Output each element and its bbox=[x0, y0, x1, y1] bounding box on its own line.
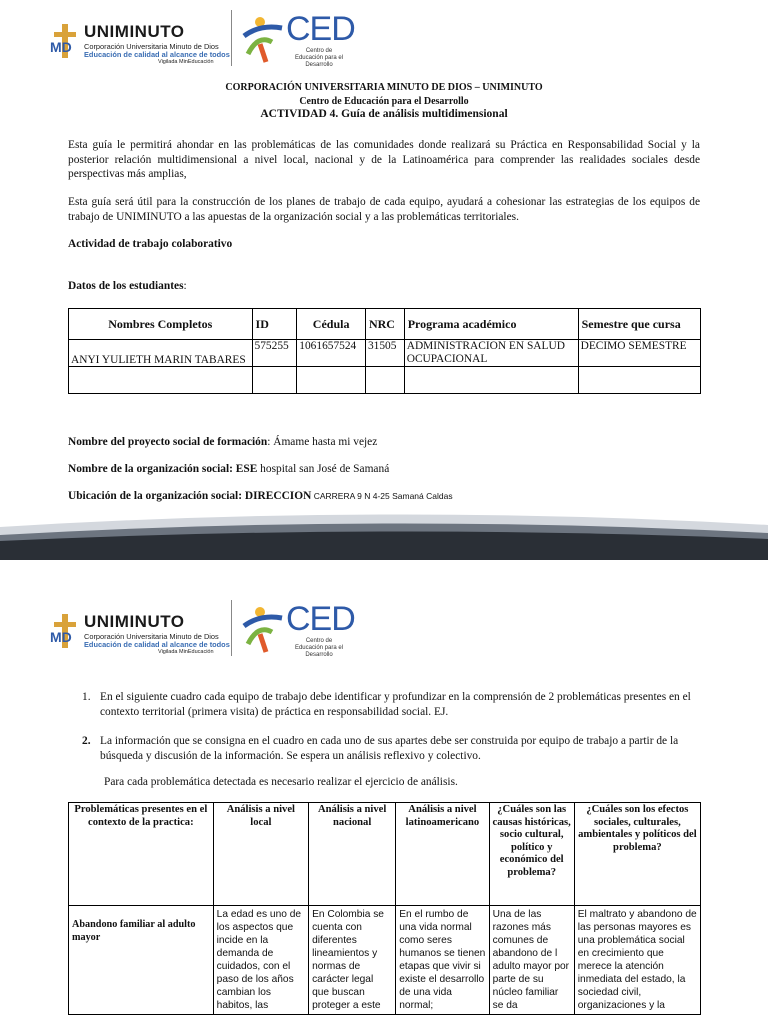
md-monogram-icon bbox=[50, 22, 80, 62]
cell-empty bbox=[578, 367, 700, 394]
table-row bbox=[69, 340, 701, 367]
uniminuto-logo bbox=[50, 20, 230, 64]
project-name-line bbox=[68, 436, 377, 448]
cell-empty bbox=[297, 367, 366, 394]
cell-nombre: ANYI YULIETH MARIN TABARES bbox=[69, 340, 253, 367]
logo-divider bbox=[231, 600, 232, 656]
ced-subtitle: Centro de Educación para el Desarrollo bbox=[294, 48, 344, 68]
header-causas: ¿Cuáles son las causas históricas, socio cultural, político y económico del problema? bbox=[489, 803, 574, 906]
cell-semestre: DECIMO SEMESTRE bbox=[578, 340, 700, 367]
footer-wave-decoration bbox=[0, 505, 768, 560]
cell-empty bbox=[252, 367, 297, 394]
location-line bbox=[68, 490, 453, 502]
uniminuto-slogan: Educación de calidad al alcance de todos bbox=[84, 640, 230, 649]
header-programa: Programa académico bbox=[404, 309, 578, 340]
students-table-header bbox=[69, 309, 701, 340]
ced-subtitle: Centro de Educación para el Desarrollo bbox=[294, 638, 344, 658]
header-nacional: Análisis a nivel nacional bbox=[309, 803, 396, 906]
document-title-3: ACTIVIDAD 4. Guía de análisis multidimensional bbox=[260, 108, 508, 120]
cell-problematica: Abandono familiar al adulto mayor bbox=[69, 906, 214, 1015]
cell-id: 575255 bbox=[252, 340, 297, 367]
cell-local: La edad es uno de los aspectos que incide en la demanda de cuidados, con el paso de los años cambian los habitos, las bbox=[213, 906, 308, 1015]
intro-paragraph-2: Esta guía será útil para la construcción de los planes de trabajo de cada equipo, ayudará a cohesionar las estrategias de los equipos de trabajo de UNIMINUTO a las apuestas de la organización social y a las problemáticas territoriales. bbox=[68, 196, 700, 223]
document-title-2: Centro de Educación para el Desarrollo bbox=[299, 96, 469, 107]
document-page-2 bbox=[0, 588, 768, 1024]
header-nrc: NRC bbox=[365, 309, 404, 340]
analysis-table bbox=[68, 802, 701, 1015]
table-row bbox=[69, 906, 701, 1015]
uniminuto-fullname: Corporación Universitaria Minuto de Dios bbox=[84, 632, 219, 641]
list-text: La información que se consigna en el cuadro en cada uno de sus apartes debe ser construida por equipo de trabajo a partir de la búsqueda y discusión de la información. Se espera un análisis reflexivo y colectivo. bbox=[100, 735, 679, 762]
document-title-1: CORPORACIÓN UNIVERSITARIA MINUTO DE DIOS – UNIMINUTO bbox=[225, 82, 543, 93]
svg-text:MD: MD bbox=[50, 39, 72, 55]
cell-nacional: En Colombia se cuenta con diferentes lineamientos y normas de carácter legal que buscan proteger a este bbox=[309, 906, 396, 1015]
ced-wordmark: CED bbox=[286, 600, 355, 638]
list-text: En el siguiente cuadro cada equipo de trabajo debe identificar y profundizar en la comprensión de 2 problemáticas presentes en el contexto territorial (primera visita) de práctica en responsabilidad social. EJ. bbox=[100, 691, 691, 718]
activity-heading: Actividad de trabajo colaborativo bbox=[68, 238, 233, 250]
cell-empty bbox=[404, 367, 578, 394]
header-semestre: Semestre que cursa bbox=[578, 309, 700, 340]
cell-empty bbox=[365, 367, 404, 394]
cell-causas: Una de las razones más comunes de abandono de l adulto mayor por parte de su núcleo familiar se da bbox=[489, 906, 574, 1015]
analysis-table-header bbox=[69, 803, 701, 906]
header-local: Análisis a nivel local bbox=[213, 803, 308, 906]
organization-label: Nombre de la organización social: ESE bbox=[68, 463, 258, 475]
uniminuto-slogan: Educación de calidad al alcance de todos bbox=[84, 50, 230, 59]
organization-line bbox=[68, 463, 389, 475]
md-monogram-icon bbox=[50, 612, 80, 652]
location-label: Ubicación de la organización social: DIRECCION bbox=[68, 490, 312, 502]
cell-nrc: 31505 bbox=[365, 340, 404, 367]
logo-divider bbox=[231, 10, 232, 66]
project-name-value: : Ámame hasta mi vejez bbox=[267, 436, 378, 448]
header-id: ID bbox=[252, 309, 297, 340]
table-row bbox=[69, 367, 701, 394]
uniminuto-fullname: Corporación Universitaria Minuto de Dios bbox=[84, 42, 219, 51]
uniminuto-vigilada: Vigilada MinEducación bbox=[158, 59, 214, 65]
ced-figure-icon bbox=[238, 14, 290, 64]
ced-logo bbox=[238, 600, 355, 658]
analysis-note: Para cada problemática detectada es necesario realizar el ejercicio de análisis. bbox=[104, 776, 458, 788]
cell-latinoamericano: En el rumbo de una vida normal como seres humanos se tienen etapas que vivir si existe el desarrollo de una vida normal; bbox=[396, 906, 489, 1015]
ced-logo bbox=[238, 10, 355, 68]
list-number: 2. bbox=[82, 735, 91, 747]
cell-empty bbox=[69, 367, 253, 394]
uniminuto-wordmark: UNIMINUTO bbox=[84, 22, 185, 41]
cell-cedula: 1061657524 bbox=[297, 340, 366, 367]
header-problematicas: Problemáticas presentes en el contexto de la practica: bbox=[69, 803, 214, 906]
uniminuto-vigilada: Vigilada MinEducación bbox=[158, 649, 214, 655]
header-latinoamericano: Análisis a nivel latinoamericano bbox=[396, 803, 489, 906]
project-name-label: Nombre del proyecto social de formación bbox=[68, 436, 268, 448]
organization-value: hospital san José de Samaná bbox=[257, 463, 390, 475]
location-value: CARRERA 9 N 4-25 Samaná Caldas bbox=[311, 491, 453, 501]
students-table bbox=[68, 308, 701, 394]
header-nombres: Nombres Completos bbox=[69, 309, 253, 340]
header-cedula: Cédula bbox=[297, 309, 366, 340]
list-number: 1. bbox=[82, 691, 91, 703]
cell-efectos: El maltrato y abandono de las personas mayores es una problemática social en crecimiento que merece la atención inmediata del estado, la sociedad civil, organizaciones y la bbox=[574, 906, 700, 1015]
intro-paragraph-1: Esta guía le permitirá ahondar en las problemáticas de las comunidades donde realizará su Práctica en Responsabilidad Social y la posterior relación multidimensional a nivel local, nacional y de la Latinoamérica para comprender las realidades sociales desde perspectivas más amplias, bbox=[68, 139, 700, 180]
svg-text:MD: MD bbox=[50, 629, 72, 645]
ced-figure-icon bbox=[238, 604, 290, 654]
cell-programa: ADMINISTRACION EN SALUD OCUPACIONAL bbox=[404, 340, 578, 367]
ced-wordmark: CED bbox=[286, 10, 355, 48]
header-efectos: ¿Cuáles son los efectos sociales, culturales, ambientales y políticos del problema? bbox=[574, 803, 700, 906]
uniminuto-wordmark: UNIMINUTO bbox=[84, 612, 185, 631]
uniminuto-logo bbox=[50, 610, 230, 654]
students-heading: Datos de los estudiantes: bbox=[68, 280, 187, 292]
